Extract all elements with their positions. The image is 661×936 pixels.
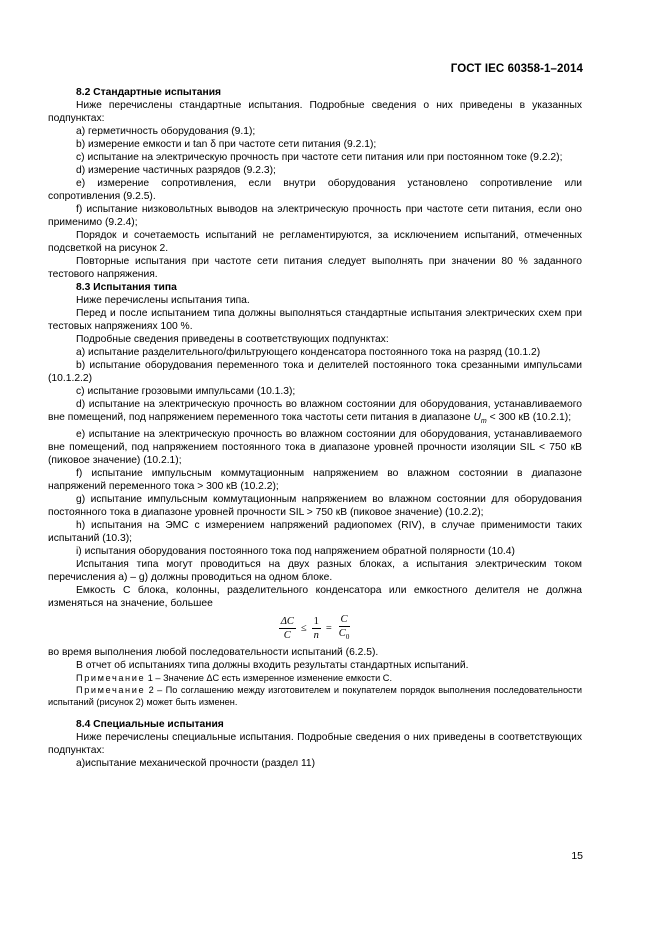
fraction-denominator: C: [283, 629, 291, 641]
list-item: b) испытание оборудования переменного тока и делителей постоянного тока срезанными импульсами (10.1.2.2): [48, 360, 582, 384]
leq-sign: ≤: [300, 622, 307, 634]
section-heading-8-2: 8.2 Стандартные испытания: [76, 87, 222, 98]
subscript: 0: [345, 632, 350, 641]
list-item: f) испытание низковольтных выводов на электрическую прочность при частоте сети питания, если оно применимо (9.2.4);: [48, 204, 582, 228]
note-text: 2 – По соглашению между изготовителем и покупателем порядок выполнения последовательности испытаний (рисунок 2) может быть изменен.: [48, 685, 582, 708]
paragraph: Повторные испытания при частоте сети питания следует выполнять при значении 80 % заданного тестового напряжения.: [48, 256, 582, 280]
document-body: [48, 86, 582, 770]
list-item: e) измерение сопротивления, если внутри оборудования установлено сопротивление или сопротивления (9.2.5).: [48, 178, 582, 202]
page-number: 15: [571, 850, 583, 862]
symbol: C: [338, 627, 346, 639]
note-1: [48, 672, 582, 684]
list-item: i) испытания оборудования постоянного тока под напряжением обратной полярности (10.4): [76, 546, 515, 558]
voltage-symbol: U: [473, 412, 481, 423]
fraction-numerator: C: [340, 613, 348, 625]
paragraph: Подробные сведения приведены в соответствующих подпунктах:: [76, 334, 389, 345]
paragraph: В отчет об испытаниях типа должны входить результаты стандартных испытаний.: [76, 660, 469, 672]
list-item: d) измерение частичных разрядов (9.2.3);: [76, 165, 276, 176]
paragraph: Перед и после испытанием типа должны выполняться стандартные испытания электрических схем при тестовых напряжениях 100 %.: [48, 308, 582, 332]
equals-sign: =: [325, 622, 332, 634]
section-heading-8-4: 8.4 Специальные испытания: [76, 719, 224, 731]
fraction-numerator: ΔC: [280, 615, 294, 627]
paragraph: Ниже перечислены испытания типа.: [76, 295, 250, 306]
fraction-denominator: [337, 627, 352, 644]
list-item: а)испытание механической прочности (раздел 11): [76, 758, 316, 770]
list-item: a) испытание разделительного/фильтрующего конденсатора постоянного тока на разряд (10.1.2): [76, 347, 541, 358]
list-item: h) испытания на ЭМС с измерением напряжений радиопомех (RIV), в случае применимости таких испытаний (10.3);: [48, 520, 582, 545]
list-item: b) измерение емкости и tan δ при частоте сети питания (9.2.1);: [76, 139, 377, 150]
list-item-text: < 300 кВ (10.2.1);: [486, 412, 572, 423]
note-label: Примечание: [76, 685, 146, 696]
paragraph: Порядок и сочетаемость испытаний не регламентируются, за исключением испытаний, отмеченных подсветкой на рисунок 2.: [48, 230, 582, 254]
list-item: a) герметичность оборудования (9.1);: [76, 126, 256, 137]
paragraph: Ниже перечислены стандартные испытания. Подробные сведения о них приведены в указанных подпунктах:: [48, 100, 582, 124]
fraction: [337, 613, 352, 644]
list-item: c) испытание грозовыми импульсами (10.1.3);: [76, 386, 296, 397]
list-item: c) испытание на электрическую прочность при частоте сети питания или при постоянном токе (9.2.2);: [76, 152, 563, 163]
list-item: g) испытание импульсным коммутационным напряжением во влажном состоянии для оборудования постоянного тока в диапазоне уровней прочности SIL > 750 кВ (пиковое значение) (10.2.2);: [48, 494, 582, 519]
paragraph: Испытания типа могут проводиться на двух разных блоках, а испытания электрическим током перечисления a) – g) должны проводиться на одном блоке.: [48, 559, 582, 584]
list-item: [48, 398, 582, 428]
list-item: f) испытание импульсным коммутационным напряжением во влажном состоянии в диапазоне напряжений переменного тока > 300 кВ (10.2.2);: [48, 468, 582, 493]
fraction: [312, 615, 321, 642]
note-text: 1 – Значение ΔC есть измеренное изменение емкости C.: [145, 673, 392, 684]
capacitance-formula: [48, 612, 582, 644]
voltage-subscript: m: [480, 418, 487, 426]
note-2: [48, 684, 582, 708]
list-item: e) испытание на электрическую прочность во влажном состоянии для оборудования, устанавливаемого вне помещений, под напряжением постоянного тока в диапазоне уровней прочности изоляции SIL < 750 кВ (пиковое значение) (10.2.1);: [48, 429, 582, 467]
paragraph: Ниже перечислены специальные испытания. Подробные сведения о них приведены в соответствующих подпунктах:: [48, 732, 582, 757]
paragraph: во время выполнения любой последовательности испытаний (6.2.5).: [48, 647, 379, 659]
list-item-text: d) испытание на электрическую прочность во влажном состоянии для оборудования, устанавливаемого вне помещений, под напряжением переменного тока частоты сети питания в диапазоне: [48, 399, 582, 423]
document-header: ГОСТ IEC 60358-1–2014: [450, 63, 583, 75]
section-heading-8-3: 8.3 Испытания типа: [76, 282, 177, 293]
note-label: Примечание: [76, 673, 146, 684]
paragraph: Емкость С блока, колонны, разделительного конденсатора или емкостного делителя не должна изменяться на значение, большее: [48, 585, 582, 610]
fraction-numerator: 1: [313, 615, 319, 627]
fraction-denominator: n: [313, 629, 319, 641]
fraction: [279, 615, 296, 642]
